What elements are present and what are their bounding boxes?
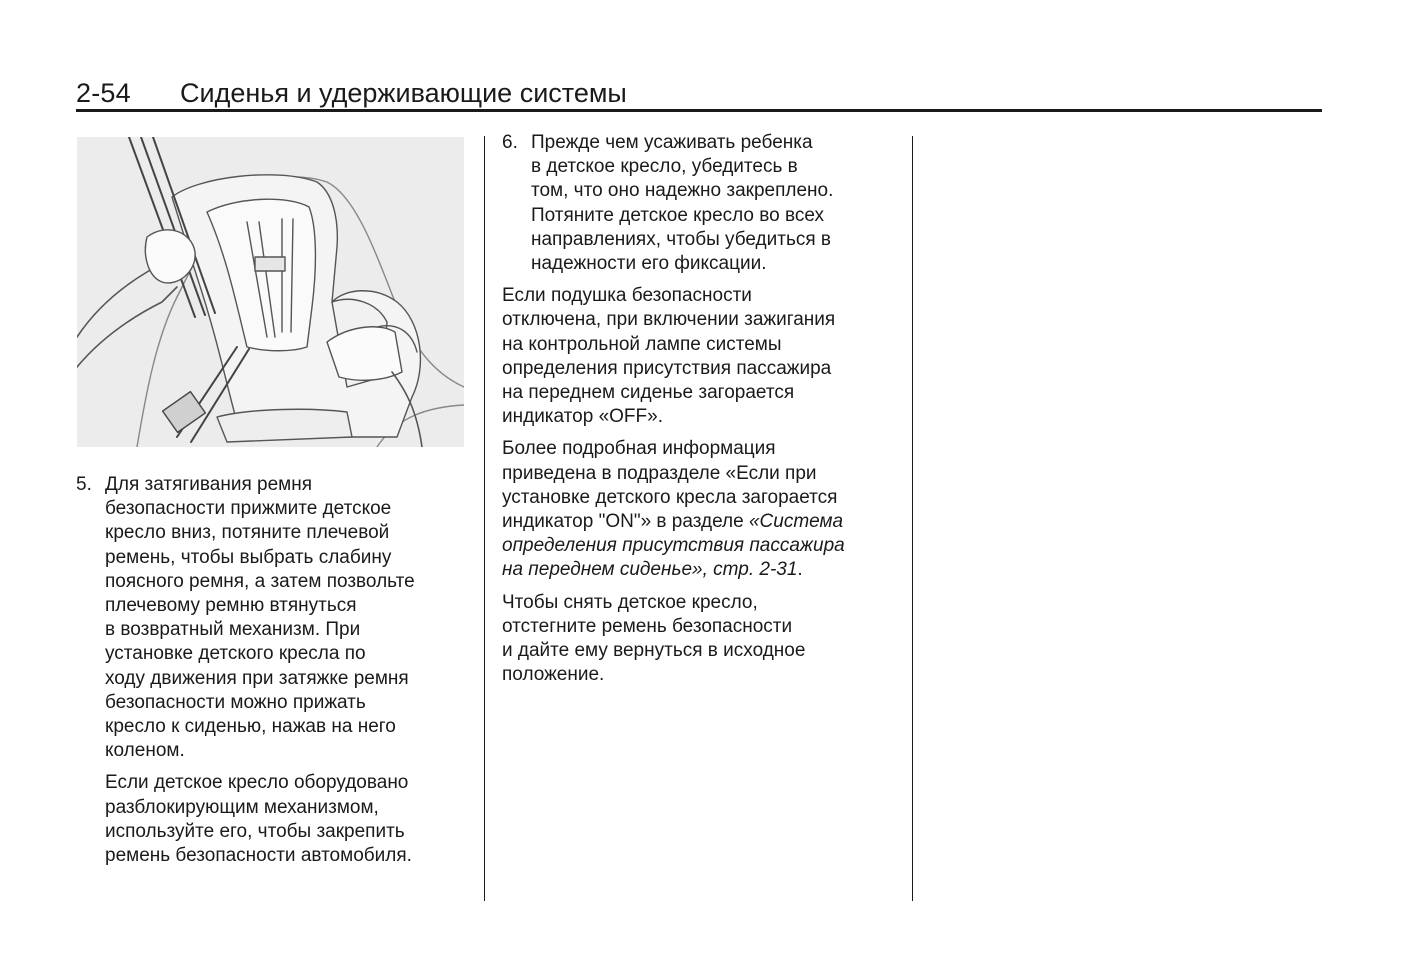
child-seat-illustration bbox=[77, 137, 464, 447]
text-line: Если детское кресло оборудовано bbox=[105, 772, 409, 794]
text-line: поясного ремня, а затем позвольте bbox=[105, 570, 415, 592]
text-line: положение. bbox=[502, 664, 605, 686]
text-line: в возвратный механизм. При bbox=[105, 619, 361, 641]
text-line: разблокирующим механизмом, bbox=[105, 796, 379, 818]
text-line: приведена в подразделе «Если при bbox=[502, 462, 817, 484]
page-number: 2-54 bbox=[76, 78, 131, 108]
text-line: ремень безопасности автомобиля. bbox=[105, 845, 412, 867]
text-line: отстегните ремень безопасности bbox=[502, 615, 793, 637]
text-line: коленом. bbox=[105, 740, 185, 762]
text-line bbox=[502, 510, 902, 534]
text-line: кресло вниз, потяните плечевой bbox=[105, 522, 390, 544]
text-line: надежности его фиксации. bbox=[531, 253, 767, 275]
text-line: в детское кресло, убедитесь в bbox=[531, 156, 798, 178]
text-line: Для затягивания ремня bbox=[105, 474, 313, 495]
column-left bbox=[76, 473, 476, 868]
cross-reference-link[interactable]: определения присутствия пассажира bbox=[502, 535, 845, 557]
column-middle bbox=[502, 131, 902, 687]
step-6 bbox=[502, 131, 902, 276]
text-plain: индикатор "ON"» в разделе bbox=[502, 511, 749, 533]
text-line bbox=[502, 558, 902, 582]
text-line: Более подробная информация bbox=[502, 438, 776, 460]
column-divider-1 bbox=[484, 136, 485, 901]
text-line: безопасности можно прижать bbox=[105, 691, 366, 713]
text-line: ремень, чтобы выбрать слабину bbox=[105, 546, 392, 568]
cross-reference-link[interactable]: «Система bbox=[748, 511, 844, 533]
text-line: индикатор «OFF». bbox=[502, 406, 663, 428]
text-line: используйте его, чтобы закрепить bbox=[105, 820, 405, 842]
text-line: отключена, при включении зажигания bbox=[502, 309, 836, 331]
text-line: Прежде чем усаживать ребенка bbox=[531, 132, 813, 153]
text-line: на переднем сиденье загорается bbox=[502, 382, 795, 404]
airbag-off-paragraph bbox=[502, 284, 902, 429]
step-number: 6. bbox=[502, 132, 518, 153]
removal-paragraph bbox=[502, 591, 902, 688]
text-plain: . bbox=[797, 559, 803, 581]
cross-reference-link[interactable]: на переднем сиденье», стр. 2-31 bbox=[502, 559, 798, 581]
column-divider-2 bbox=[912, 136, 913, 901]
more-info-paragraph bbox=[502, 437, 902, 582]
text-line: направлениях, чтобы убедиться в bbox=[531, 228, 832, 250]
text-line: и дайте ему вернуться в исходное bbox=[502, 640, 806, 662]
step-5 bbox=[76, 473, 476, 763]
text-line: том, что оно надежно закреплено. bbox=[531, 180, 834, 202]
text-line: Потяните детское кресло во всех bbox=[531, 204, 825, 226]
text-line: Чтобы снять детское кресло, bbox=[502, 591, 758, 613]
text-line: безопасности прижмите детское bbox=[105, 498, 392, 520]
text-line: установке детского кресла по bbox=[105, 643, 366, 665]
step-number: 5. bbox=[76, 474, 92, 495]
text-line: установке детского кресла загорается bbox=[502, 486, 838, 508]
unlock-note-paragraph bbox=[76, 771, 476, 868]
page-header bbox=[76, 74, 1322, 114]
text-line: Если подушка безопасности bbox=[502, 285, 752, 307]
header-rule bbox=[76, 109, 1322, 112]
text-line: определения присутствия пассажира bbox=[502, 357, 832, 379]
text-line: ходу движения при затяжке ремня bbox=[105, 667, 409, 689]
text-line: на контрольной лампе системы bbox=[502, 333, 782, 355]
text-line: кресло к сиденью, нажав на него bbox=[105, 716, 396, 738]
text-line: плечевому ремню втянуться bbox=[105, 595, 357, 617]
section-title: Сиденья и удерживающие системы bbox=[180, 78, 627, 108]
